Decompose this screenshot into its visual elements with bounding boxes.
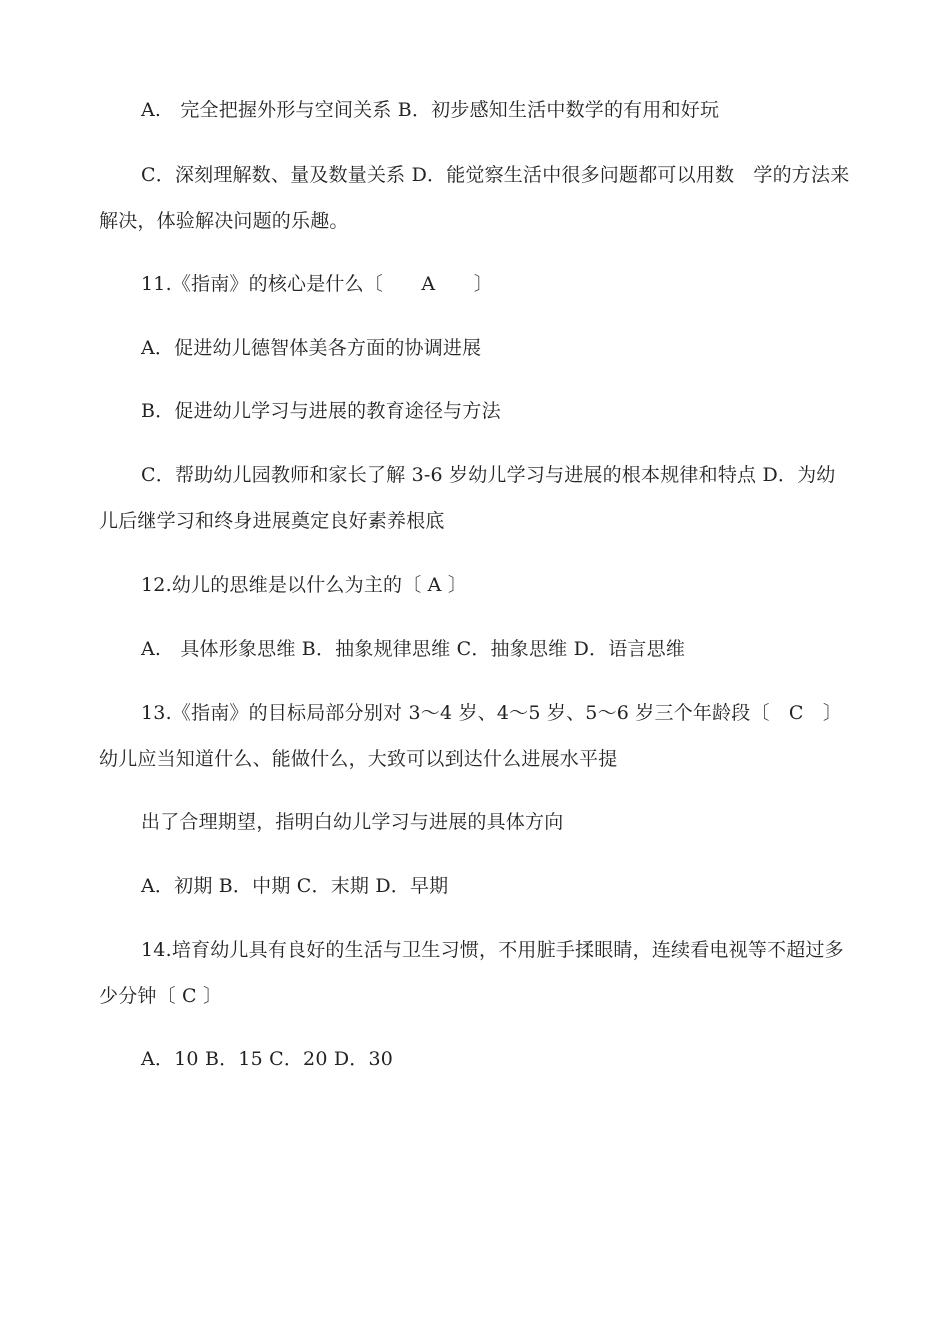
option-line-q11-a: A．促进幼儿德智体美各方面的协调进展 [141,337,482,359]
question-12: 12.幼儿的思维是以什么为主的〔 A 〕 [141,574,468,596]
question-11: 11.《指南》的核心是什么〔 A 〕 [141,273,493,295]
option-line-q10-cd: C．深刻理解数、量及数量关系 D．能觉察生活中很多问题都可以用数 学的方法来解决，体验解决问题的乐趣。 [99,164,850,232]
option-line-q10-ab: A. 完全把握外形与空间关系 B．初步感知生活中数学的有用和好玩 [141,99,720,121]
question-13-continued: 出了合理期望，指明白幼儿学习与进展的具体方向 [141,811,564,833]
option-line-q11-cd: C．帮助幼儿园教师和家长了解 3-6 岁幼儿学习与进展的根本规律和特点 D．为幼儿后继学习和终身进展奠定良好素养根底 [99,464,836,532]
question-14: 14.培育幼儿具有良好的生活与卫生习惯，不用脏手揉眼睛，连续看电视等不超过多少分钟〔 C 〕 [99,939,844,1007]
option-line-q14: A．10 B．15 C．20 D．30 [141,1048,394,1070]
option-line-q13: A．初期 B．中期 C．末期 D．早期 [141,875,449,897]
option-line-q12: A. 具体形象思维 B．抽象规律思维 C．抽象思维 D．语言思维 [141,638,686,660]
question-13: 13.《指南》的目标局部分别对 3～4 岁、4～5 岁、5～6 岁三个年龄段〔 C 〕幼儿应当知道什么、能做什么，大致可以到达什么进展水平提 [99,702,843,770]
option-line-q11-b: B．促进幼儿学习与进展的教育途径与方法 [141,400,501,422]
